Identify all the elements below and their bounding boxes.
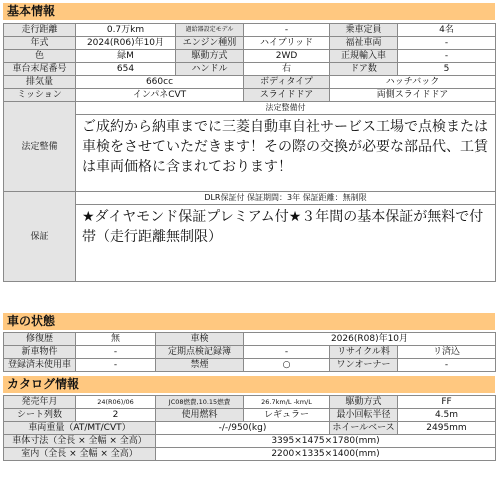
table-row: [4, 422, 496, 435]
value-fuel-type: レギュラー: [244, 409, 330, 422]
table-row: [4, 333, 496, 346]
label-chassis: 車台末尾番号: [4, 63, 76, 76]
value-interior-dimensions: 2200×1335×1400(mm): [156, 448, 496, 461]
label-one-owner: ワンオーナー: [330, 359, 398, 372]
label-engine-type: エンジン種別: [176, 37, 244, 50]
value-catalog-drive: FF: [398, 396, 496, 409]
table-row: [4, 115, 496, 192]
table-row: [4, 37, 496, 50]
label-recycle-fee: リサイクル料: [330, 346, 398, 359]
value-body-dimensions: 3395×1475×1780(mm): [156, 435, 496, 448]
value-repair-history: 無: [76, 333, 156, 346]
section-header-catalog: カタログ情報: [3, 376, 495, 393]
value-handle: 右: [244, 63, 330, 76]
label-repair-history: 修復歴: [4, 333, 76, 346]
label-inspection: 車検: [156, 333, 244, 346]
value-fuel-economy: 26.7km/L -km/L: [244, 396, 330, 409]
value-recycle-fee: リ済込: [398, 346, 496, 359]
section-header-basic: 基本情報: [3, 3, 495, 20]
value-one-owner: -: [398, 359, 496, 372]
table-row: [4, 205, 496, 282]
value-body-type: ハッチバック: [330, 76, 496, 89]
label-capacity: 乗車定員: [330, 24, 398, 37]
table-row: [4, 102, 496, 115]
condition-table: [3, 332, 496, 372]
table-row: [4, 24, 496, 37]
label-welfare: 福祉車両: [330, 37, 398, 50]
table-row: [4, 448, 496, 461]
label-mileage: 走行距離: [4, 24, 76, 37]
value-seat-rows: 2: [76, 409, 156, 422]
label-new-car: 新車物件: [4, 346, 76, 359]
value-drive: 2WD: [244, 50, 330, 63]
value-doors: 5: [398, 63, 496, 76]
value-wheelbase: 2495mm: [398, 422, 496, 435]
value-slide-door: 両側スライドドア: [330, 89, 496, 102]
table-row: [4, 50, 496, 63]
catalog-table: [3, 395, 496, 461]
value-supercharger: -: [244, 24, 330, 37]
label-turning-radius: 最小回転半径: [330, 409, 398, 422]
table-row: [4, 76, 496, 89]
label-legal-maintenance: 法定整備: [4, 102, 76, 192]
value-welfare: -: [398, 37, 496, 50]
value-mileage: 0.7万km: [76, 24, 176, 37]
value-inspection: 2026(R08)年10月: [244, 333, 496, 346]
label-year: 年式: [4, 37, 76, 50]
label-displacement: 排気量: [4, 76, 76, 89]
value-release-date: 24(R06)/06: [76, 396, 156, 409]
label-non-smoking: 禁煙: [156, 359, 244, 372]
label-warranty: 保証: [4, 192, 76, 282]
value-displacement: 660cc: [76, 76, 244, 89]
label-wheelbase: ホイールベース: [330, 422, 398, 435]
value-color: 緑M: [76, 50, 176, 63]
value-engine-type: ハイブリッド: [244, 37, 330, 50]
label-color: 色: [4, 50, 76, 63]
value-import: -: [398, 50, 496, 63]
legal-maintenance-text: ご成約から納車までに三菱自動車自社サービス工場で点検または車検をさせていただきます！その際の交換が必要な部品代、工賃は車両価格に含まれております！: [76, 115, 496, 192]
label-release-date: 発売年月: [4, 396, 76, 409]
value-transmission: インパネCVT: [76, 89, 244, 102]
label-fuel-type: 使用燃料: [156, 409, 244, 422]
label-registered-unused: 登録済未使用車: [4, 359, 76, 372]
table-row: [4, 63, 496, 76]
label-body-type: ボディタイプ: [244, 76, 330, 89]
legal-maintenance-subhead: 法定整備付: [76, 102, 496, 115]
warranty-text: ★ダイヤモンド保証プレミアム付★３年間の基本保証が無料で付帯（走行距離無制限）: [76, 205, 496, 282]
value-year: 2024(R06)年10月: [76, 37, 176, 50]
label-drive: 駆動方式: [176, 50, 244, 63]
label-interior-dimensions: 室内（全長 × 全幅 × 全高）: [4, 448, 156, 461]
value-non-smoking: ○: [244, 359, 330, 372]
label-vehicle-weight: 車両重量（AT/MT/CVT）: [4, 422, 156, 435]
table-row: [4, 409, 496, 422]
label-body-dimensions: 車体寸法（全長 × 全幅 × 全高）: [4, 435, 156, 448]
label-import: 正規輸入車: [330, 50, 398, 63]
value-maintenance-record: -: [244, 346, 330, 359]
table-row: [4, 435, 496, 448]
table-row: [4, 359, 496, 372]
table-row: [4, 192, 496, 205]
table-row: [4, 346, 496, 359]
label-catalog-drive: 駆動方式: [330, 396, 398, 409]
value-new-car: -: [76, 346, 156, 359]
label-doors: ドア数: [330, 63, 398, 76]
label-seat-rows: シート列数: [4, 409, 76, 422]
label-fuel-economy: JC08燃費,10.15燃費: [156, 396, 244, 409]
value-vehicle-weight: -/-/950(kg): [156, 422, 330, 435]
label-slide-door: スライドドア: [244, 89, 330, 102]
table-row: [4, 396, 496, 409]
label-supercharger: 過給器設定モデル: [176, 24, 244, 37]
value-chassis: 654: [76, 63, 176, 76]
label-maintenance-record: 定期点検記録簿: [156, 346, 244, 359]
value-capacity: 4名: [398, 24, 496, 37]
warranty-subhead: DLR保証付 保証期間：3年 保証距離：無制限: [76, 192, 496, 205]
section-header-condition: 車の状態: [3, 313, 495, 330]
value-turning-radius: 4.5m: [398, 409, 496, 422]
value-registered-unused: -: [76, 359, 156, 372]
table-row: [4, 89, 496, 102]
label-transmission: ミッション: [4, 89, 76, 102]
basic-info-table: [3, 23, 496, 282]
label-handle: ハンドル: [176, 63, 244, 76]
